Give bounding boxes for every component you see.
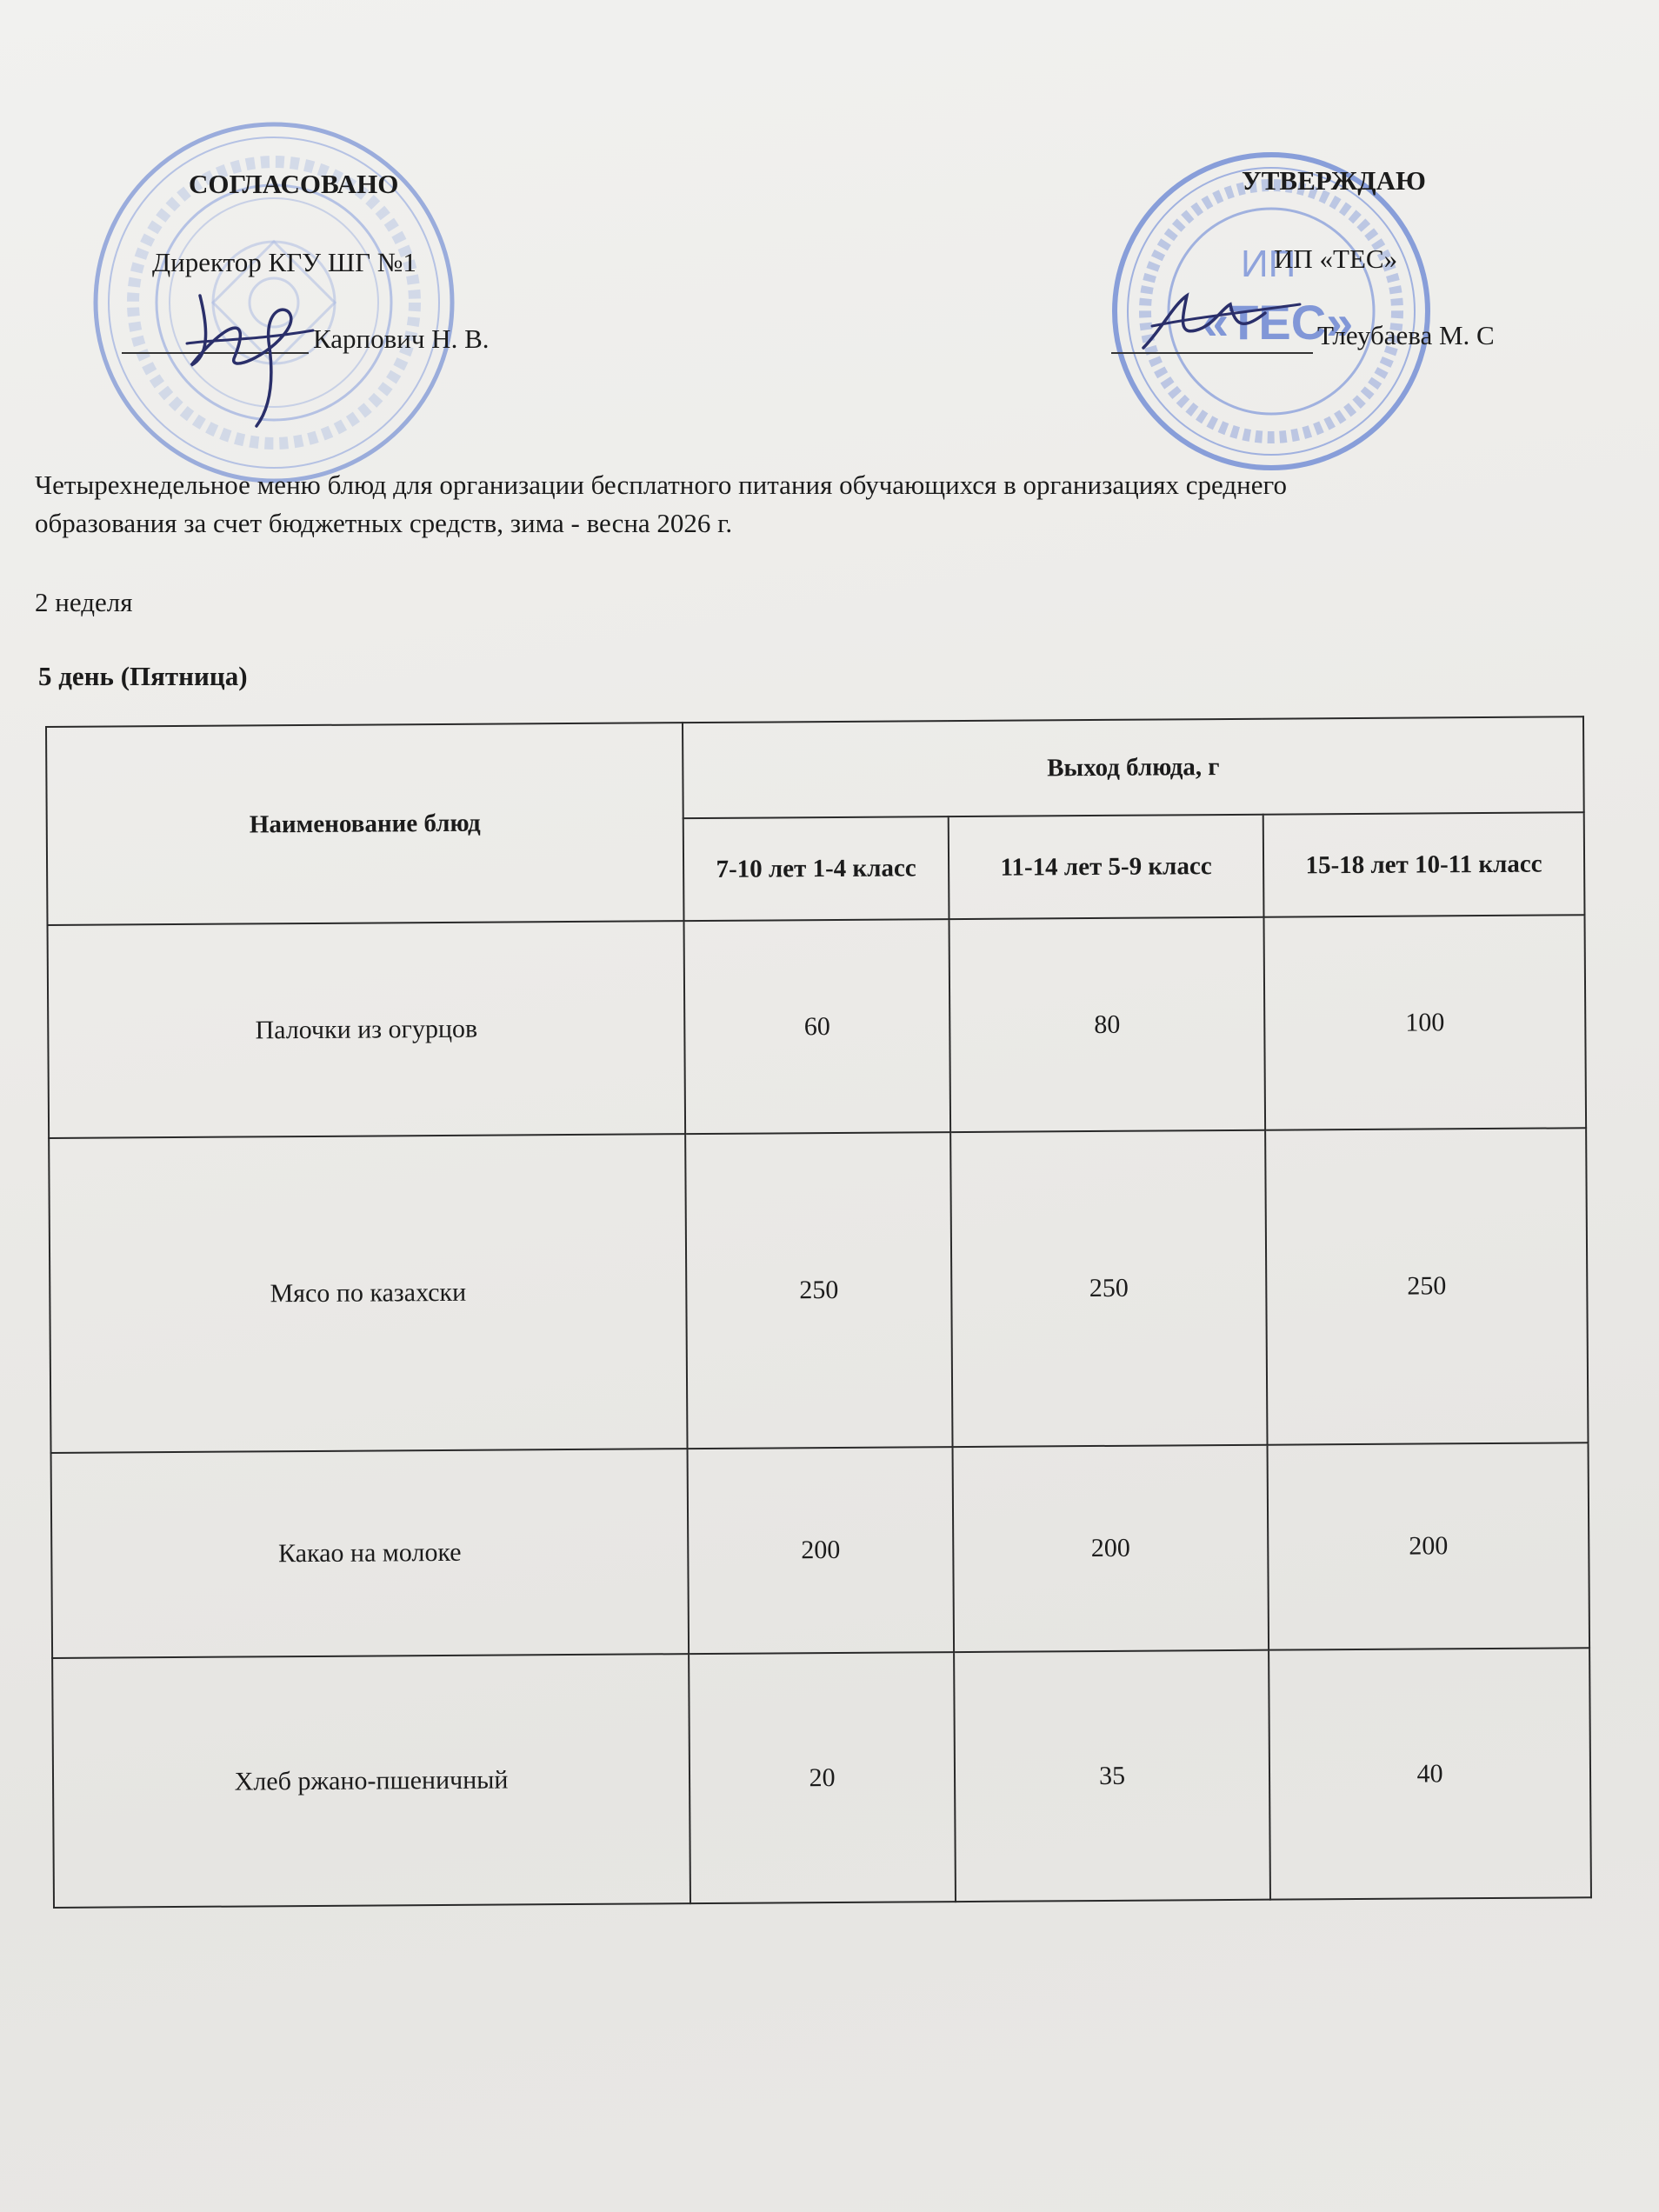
approval-right-title: УТВЕРЖДАЮ [1242,165,1426,196]
day-label: 5 день (Пятница) [38,661,248,691]
dish-name-cell: Палочки из огурцов [48,921,686,1138]
menu-table [45,716,1590,1907]
approval-left-title: СОГЛАСОВАНО [189,169,399,199]
portion-cell: 20 [689,1652,956,1903]
menu-title-line-1: Четырехнедельное меню блюд для организации бесплатного питания обучающихся в организациях среднего [35,470,1287,500]
portion-cell: 60 [684,919,951,1134]
portion-cell: 80 [949,917,1265,1132]
approval-right-name: Тлеубаева М. С [1317,320,1495,350]
week-label: 2 неделя [35,587,133,617]
portion-cell: 40 [1269,1648,1591,1899]
dish-name-cell: Мясо по казахски [49,1134,687,1453]
svg-text:«ТЕС»: «ТЕС» [1202,295,1354,350]
portion-cell: 35 [954,1650,1270,1902]
column-header-portion-group: Выход блюда, г [683,716,1584,818]
portion-cell: 200 [953,1445,1269,1652]
column-header-age-group: 11-14 лет 5-9 класс [949,815,1264,919]
approval-right-position: ИП «ТЕС» [1274,243,1398,274]
column-header-age-group: 15-18 лет 10-11 класс [1263,812,1585,916]
dish-name-cell: Хлеб ржано-пшеничный [52,1654,690,1908]
right-handwritten-signature [1135,278,1309,356]
portion-cell: 200 [1268,1442,1590,1649]
portion-cell: 250 [950,1130,1267,1447]
column-header-age-group: 7-10 лет 1-4 класс [683,816,949,921]
portion-cell: 250 [685,1132,952,1449]
approval-left-name: Карпович Н. В. [313,323,490,354]
approval-left-position: Директор КГУ ШГ №1 [152,247,416,277]
portion-cell: 200 [688,1447,955,1654]
table-row [52,1648,1591,1908]
table-row [49,1128,1588,1453]
portion-cell: 100 [1263,915,1586,1129]
svg-text:ИП: ИП [1241,243,1296,285]
portion-cell: 250 [1265,1128,1588,1444]
dish-name-cell: Какао на молоке [51,1449,690,1658]
menu-title-line-2: образования за счет бюджетных средств, зима - весна 2026 г. [35,508,733,538]
column-header-dish-name: Наименование блюд [46,723,683,925]
table-row [48,915,1587,1138]
table-row [51,1442,1590,1658]
left-handwritten-signature [174,261,322,435]
